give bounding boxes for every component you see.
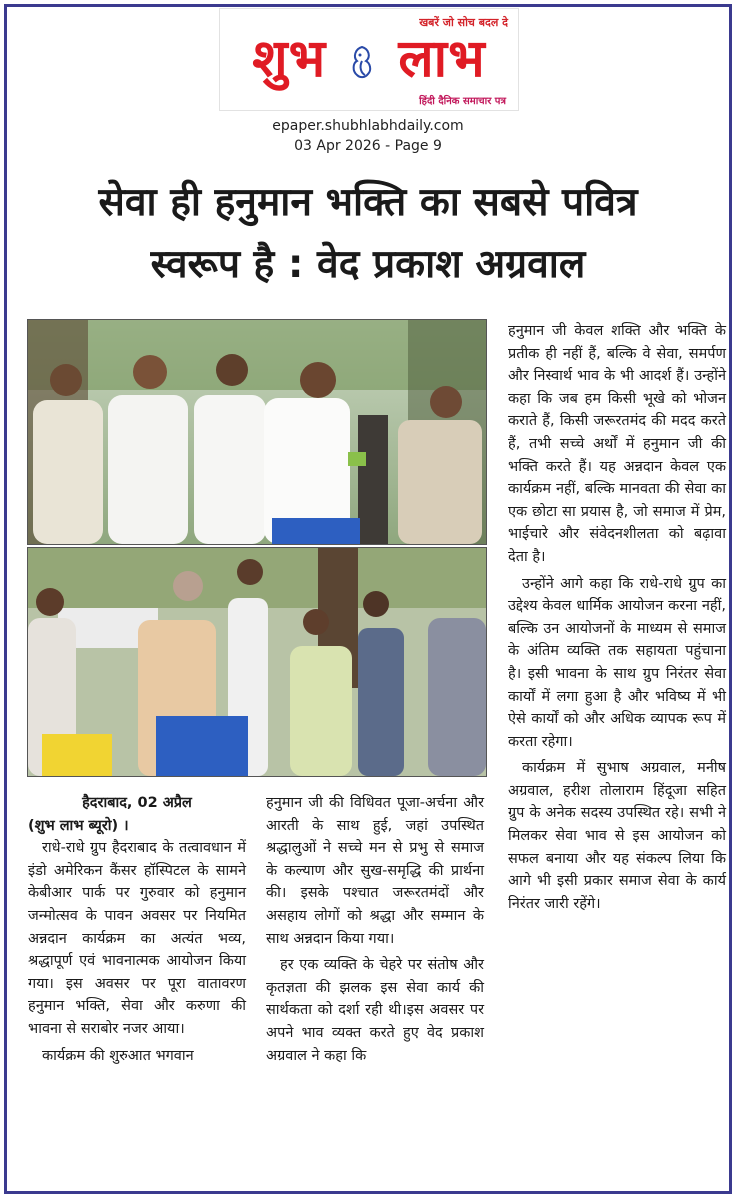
- col2-paragraph-2: हर एक व्यक्ति के चेहरे पर संतोष और कृतज्ञता की झलक इस सेवा कार्य की सार्थकता को दर्शा रही थी।इस अवसर पर अपने भाव व्यक्त करते हुए वेद प्रकाश अग्रवाल ने कहा कि: [266, 957, 484, 1064]
- col2-paragraph-1: हनुमान जी की विधिवत पूजा-अर्चना और आरती के साथ हुई, जहां उपस्थित श्रद्धालुओं ने सच्चे मन से प्रभु से समाज के कल्याण और सुख-समृद्धि की प्रार्थना की। इसके पश्चात जरूरतमंदों और असहाय लोगों को श्रद्धा और सम्मान के साथ अन्नदान किया गया।: [266, 795, 484, 947]
- col3-paragraph-2: उन्होंने आगे कहा कि राधे-राधे ग्रुप का उद्देश्य केवल धार्मिक आयोजन करना नहीं, बल्कि उन आयोजनों के माध्यम से समाज के अंतिम व्यक्ति तक सहायता पहुंचाना है। इसी भावना के साथ ग्रुप निरंतर सेवा कार्यों में लगा हुआ है और भविष्य में भी ऐसे कार्यों को और अधिक व्यापक रूप में करता रहेगा।: [508, 575, 726, 750]
- col1-paragraph-1: राधे-राधे ग्रुप हैदराबाद के तत्वावधान में इंडो अमेरिकन कैंसर हॉस्पिटल के सामने केबीआर पार्क पर गुरुवार को हनुमान जन्मोत्सव के पावन अवसर पर नियमित अन्नदान कार्यक्रम का अत्यंत भव्य, श्रद्धापूर्ण एवं भावनात्मक आयोजन किया गया। इस अवसर पर पूरा वातावरण हनुमान भक्ति, सेवा और करुणा की भावना से सराबोर नजर आया।: [28, 840, 246, 1037]
- col1-paragraph-2: कार्यक्रम की शुरुआत भगवान: [42, 1047, 194, 1064]
- event-photo-top: [27, 319, 487, 545]
- epaper-url: epaper.shubhlabhdaily.com: [272, 118, 464, 134]
- logo-word-labh: लाभ: [398, 28, 486, 89]
- article-column-3: [508, 320, 726, 915]
- col3-paragraph-1: हनुमान जी केवल शक्ति और भक्ति के प्रतीक ही नहीं हैं, बल्कि वे सेवा, समर्पण और निस्वार्थ भाव के भी आदर्श हैं। उन्होंने कहा कि जब हम किसी भूखे को भोजन कराते हैं, किसी जरूरतमंद की मदद करते हैं, तभी सच्चे अर्थों में हनुमान जी की भक्ति करते हैं। यह अन्नदान केवल एक कार्यक्रम नहीं, बल्कि मानवता की सेवा का एक छोटा सा प्रयास है, जो समाज में प्रेम, भाईचारे और संवेदनशीलता को बढ़ावा देता है।: [508, 323, 726, 565]
- article-column-1: [28, 792, 246, 1067]
- masthead-tagline: खबरें जो सोच बदल दे: [419, 16, 508, 29]
- headline-line-1: सेवा ही हनुमान भक्ति का सबसे पवित्र: [98, 180, 638, 225]
- col3-paragraph-3: कार्यक्रम में सुभाष अग्रवाल, मनीष अग्रवाल, हरीश तोलाराम हिंदूजा सहित ग्रुप के अनेक सदस्य उपस्थित रहे। सभी ने मिलकर सेवा भाव से इस आयोजन को सफल बनाया और यह संकल्प लिया कि आगे भी इसी प्रकार समाज सेवा के कार्य निरंतर जारी रहेंगे।: [508, 760, 726, 912]
- issue-date-page: 03 Apr 2026 - Page 9: [294, 138, 442, 154]
- article-column-2: [266, 792, 484, 1067]
- headline-line-2: स्वरूप है : वेद प्रकाश अग्रवाल: [150, 242, 586, 287]
- masthead-logo: [219, 8, 519, 111]
- logo-wordmark: [220, 29, 518, 89]
- logo-word-shubh: शुभ: [252, 28, 327, 89]
- masthead-subline: हिंदी दैनिक समाचार पत्र: [419, 96, 506, 107]
- article-dateline: हैदराबाद, 02 अप्रैल: [82, 795, 192, 811]
- event-photo-bottom: [27, 547, 487, 777]
- ganesha-icon: [347, 43, 377, 83]
- article-bureau: (शुभ लाभ ब्यूरो) ।: [28, 817, 129, 834]
